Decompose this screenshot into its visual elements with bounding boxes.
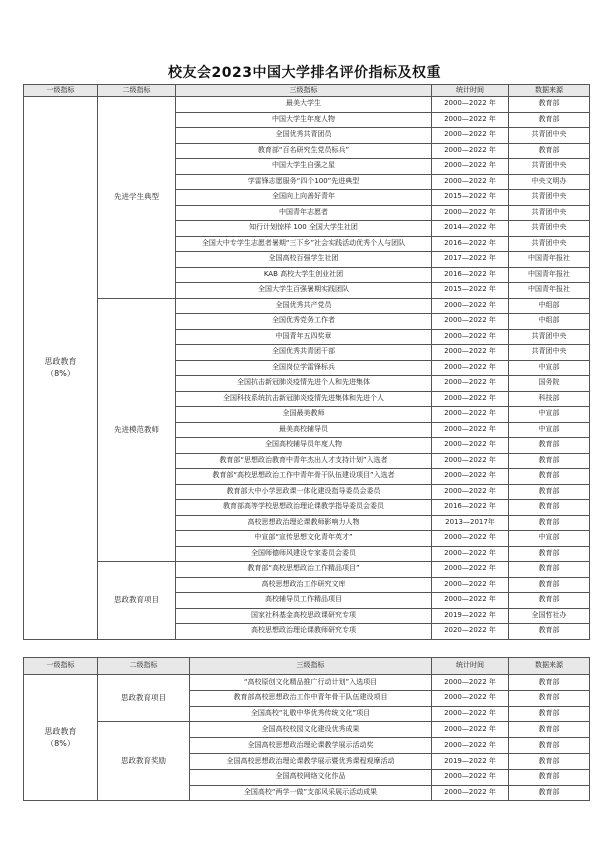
source-cell: 教育部 [509, 546, 590, 562]
period-cell: 2000—2022 年 [432, 531, 509, 547]
indicator-cell: 教育部“百名研究生党员标兵” [176, 143, 432, 159]
indicator-cell: 教育部“思想政治教育中青年杰出人才支持计划”入选者 [176, 453, 432, 469]
source-cell: 中宣部 [509, 531, 590, 547]
period-cell: 2000—2022 年 [432, 112, 509, 128]
source-cell: 共青团中央 [509, 159, 590, 175]
source-cell: 教育部 [509, 112, 590, 128]
indicator-cell: 全国高校“两学一做”支部风采展示活动成果 [190, 785, 432, 801]
source-cell: 中组部 [509, 314, 590, 330]
table-row [24, 298, 590, 314]
indicator-cell: 全国大学生百强暑期实践团队 [176, 283, 432, 299]
period-cell: 2000—2022 年 [432, 407, 509, 423]
indicator-cell: 全国优秀共产党员 [176, 298, 432, 314]
indicator-cell: 中国青年志愿者 [176, 205, 432, 221]
period-cell: 2000—2022 年 [432, 785, 509, 801]
source-cell: 教育部 [509, 453, 590, 469]
period-cell: 2000—2022 年 [432, 376, 509, 392]
indicator-cell: “高校原创文化精品推广行动计划”入选项目 [190, 675, 432, 691]
period-cell: 2017—2022 年 [432, 252, 509, 268]
indicator-cell: 高校思想政治理论课教师影响力人物 [176, 515, 432, 531]
source-cell: 教育部 [509, 593, 590, 609]
indicator-cell: 全国高校思想政治理论课教学展示暨优秀课程观摩活动 [190, 753, 432, 769]
header-period: 统计时间 [432, 658, 509, 675]
period-cell: 2013—2017年 [432, 515, 509, 531]
period-cell: 2020—2022 年 [432, 624, 509, 640]
period-cell: 2000—2022 年 [432, 298, 509, 314]
indicator-cell: 教育部“高校思想政治工作精品项目” [176, 562, 432, 578]
source-cell: 全国哲社办 [509, 608, 590, 624]
table-body [24, 97, 590, 640]
indicator-cell: 全国大中专学生志愿者暑期“三下乡”社会实践活动优秀个人与团队 [176, 236, 432, 252]
indicator-cell: 中国大学生自强之星 [176, 159, 432, 175]
period-cell: 2000—2022 年 [432, 174, 509, 190]
level2-cell: 先进模范教师 [98, 298, 176, 562]
period-cell: 2000—2022 年 [432, 438, 509, 454]
indicator-cell: 全国最美教师 [176, 407, 432, 423]
source-cell: 中央文明办 [509, 174, 590, 190]
source-cell: 教育部 [509, 722, 590, 738]
period-cell: 2000—2022 年 [432, 722, 509, 738]
indicator-cell: KAB 高校大学生创业社团 [176, 267, 432, 283]
period-cell: 2000—2022 年 [432, 345, 509, 361]
period-cell: 2000—2022 年 [432, 469, 509, 485]
indicator-cell: 中国大学生年度人物 [176, 112, 432, 128]
indicator-cell: 高校思想政治工作研究文库 [176, 577, 432, 593]
header-source: 数据来源 [509, 658, 590, 675]
source-cell: 教育部 [509, 469, 590, 485]
source-cell: 共青团中央 [509, 190, 590, 206]
source-cell: 共青团中央 [509, 236, 590, 252]
indicator-cell: 中国青年五四奖章 [176, 329, 432, 345]
period-cell: 2000—2022 年 [432, 97, 509, 113]
level1-name: 思政教育 [44, 356, 77, 366]
source-cell: 教育部 [509, 753, 590, 769]
source-cell: 教育部 [509, 143, 590, 159]
table-row [24, 722, 590, 738]
source-cell: 共青团中央 [509, 345, 590, 361]
source-cell: 教育部 [509, 438, 590, 454]
period-cell: 2000—2022 年 [432, 205, 509, 221]
indicator-cell: 全国向上向善好青年 [176, 190, 432, 206]
indicator-cell: 中宣部“宣传思想文化青年英才” [176, 531, 432, 547]
source-cell: 共青团中央 [509, 221, 590, 237]
period-cell: 2000—2022 年 [432, 314, 509, 330]
source-cell: 教育部 [509, 500, 590, 516]
period-cell: 2015—2022 年 [432, 283, 509, 299]
header-source: 数据来源 [509, 85, 590, 97]
period-cell: 2016—2022 年 [432, 500, 509, 516]
indicator-cell: 高校辅导员工作精品项目 [176, 593, 432, 609]
indicator-cell: 全国优秀党务工作者 [176, 314, 432, 330]
indicator-cell: 最美高校辅导员 [176, 422, 432, 438]
indicator-cell: 全国岗位学雷锋标兵 [176, 360, 432, 376]
period-cell: 2000—2022 年 [432, 738, 509, 754]
source-cell: 中国青年报社 [509, 252, 590, 268]
header-level1: 一级指标 [24, 658, 98, 675]
table-body [24, 675, 590, 801]
header-level3: 三级指标 [190, 658, 432, 675]
level2-cell: 思政教育奖励 [98, 722, 190, 801]
table-row [24, 675, 590, 691]
indicator-cell: 教育部高校思想政治工作中青年骨干队伍建设项目 [190, 690, 432, 706]
indicator-cell: 全国优秀共青团员 [176, 128, 432, 144]
period-cell: 2000—2022 年 [432, 453, 509, 469]
table-row [24, 562, 590, 578]
level1-weight: （8%） [46, 368, 75, 378]
period-cell: 2000—2022 年 [432, 391, 509, 407]
source-cell: 共青团中央 [509, 329, 590, 345]
period-cell: 2000—2022 年 [432, 422, 509, 438]
indicator-cell: 最美大学生 [176, 97, 432, 113]
level2-cell: 思政教育项目 [98, 562, 176, 640]
source-cell: 教育部 [509, 624, 590, 640]
indicator-cell: 全国抗击新冠肺炎疫情先进个人和先进集体 [176, 376, 432, 392]
period-cell: 2000—2022 年 [432, 690, 509, 706]
source-cell: 教育部 [509, 769, 590, 785]
period-cell: 2000—2022 年 [432, 769, 509, 785]
period-cell: 2000—2022 年 [432, 577, 509, 593]
document-title: 校友会2023中国大学排名评价指标及权重 [168, 65, 441, 81]
source-cell: 教育部 [509, 785, 590, 801]
indicator-cell: 国家社科基金高校思政课研究专项 [176, 608, 432, 624]
indicator-cell: 教育部大中小学思政课一体化建设指导委员会委员 [176, 484, 432, 500]
indicator-cell: 全国高校网络文化作品 [190, 769, 432, 785]
period-cell: 2019—2022 年 [432, 753, 509, 769]
source-cell: 教育部 [509, 484, 590, 500]
header-level1: 一级指标 [24, 85, 98, 97]
source-cell: 共青团中央 [509, 205, 590, 221]
table-header-row [24, 658, 590, 675]
indicator-cell: 全国高校“礼敬中华优秀传统文化”项目 [190, 706, 432, 722]
header-level2: 二级指标 [98, 85, 176, 97]
source-cell: 教育部 [509, 577, 590, 593]
indicator-cell: 全国高校百强学生社团 [176, 252, 432, 268]
period-cell: 2000—2022 年 [432, 562, 509, 578]
source-cell: 共青团中央 [509, 128, 590, 144]
source-cell: 中宣部 [509, 360, 590, 376]
indicator-table-main [23, 84, 590, 640]
period-cell: 2000—2022 年 [432, 159, 509, 175]
source-cell: 教育部 [509, 515, 590, 531]
period-cell: 2014—2022 年 [432, 221, 509, 237]
period-cell: 2000—2022 年 [432, 593, 509, 609]
source-cell: 中国青年报社 [509, 283, 590, 299]
source-cell: 中国青年报社 [509, 267, 590, 283]
indicator-cell: 教育部高等学校思想政治理论课教学指导委员会委员 [176, 500, 432, 516]
source-cell: 教育部 [509, 97, 590, 113]
indicator-cell: 全国高校校园文化建设优秀成果 [190, 722, 432, 738]
source-cell: 教育部 [509, 675, 590, 691]
indicator-cell: 知行计划惊样 100 全国大学生社团 [176, 221, 432, 237]
period-cell: 2000—2022 年 [432, 484, 509, 500]
period-cell: 2019—2022 年 [432, 608, 509, 624]
level1-cell [24, 675, 98, 801]
header-period: 统计时间 [432, 85, 509, 97]
period-cell: 2000—2022 年 [432, 546, 509, 562]
indicator-cell: 全国高校辅导员年度人物 [176, 438, 432, 454]
level2-cell: 思政教育项目 [98, 675, 190, 722]
level2-cell: 先进学生典型 [98, 97, 176, 299]
source-cell: 中组部 [509, 298, 590, 314]
header-level2: 二级指标 [98, 658, 190, 675]
source-cell: 教育部 [509, 562, 590, 578]
source-cell: 教育部 [509, 738, 590, 754]
source-cell: 中宣部 [509, 422, 590, 438]
indicator-cell: 全国优秀共青团干部 [176, 345, 432, 361]
level1-name: 思政教育 [44, 726, 77, 736]
period-cell: 2000—2022 年 [432, 706, 509, 722]
period-cell: 2016—2022 年 [432, 267, 509, 283]
indicator-cell: 全国高校思想政治理论课教学展示活动奖 [190, 738, 432, 754]
table-header-row [24, 85, 590, 97]
period-cell: 2000—2022 年 [432, 675, 509, 691]
source-cell: 中宣部 [509, 407, 590, 423]
period-cell: 2000—2022 年 [432, 143, 509, 159]
indicator-cell: 学雷锋志愿服务“四个100”先进典型 [176, 174, 432, 190]
source-cell: 国务院 [509, 376, 590, 392]
source-cell: 教育部 [509, 690, 590, 706]
level1-cell [24, 97, 98, 640]
table-row [24, 97, 590, 113]
period-cell: 2000—2022 年 [432, 128, 509, 144]
indicator-cell: 教育部“高校思想政治工作中青年骨干队伍建设项目”入选者 [176, 469, 432, 485]
indicator-table-continued [23, 657, 590, 801]
source-cell: 科技部 [509, 391, 590, 407]
header-level3: 三级指标 [176, 85, 432, 97]
period-cell: 2000—2022 年 [432, 329, 509, 345]
period-cell: 2015—2022 年 [432, 190, 509, 206]
indicator-cell: 全国科技系统抗击新冠肺炎疫情先进集体和先进个人 [176, 391, 432, 407]
level1-weight: （8%） [46, 738, 75, 748]
indicator-cell: 高校思想政治理论课教师研究专项 [176, 624, 432, 640]
indicator-cell: 全国师德师风建设专家委员会委员 [176, 546, 432, 562]
source-cell: 教育部 [509, 706, 590, 722]
period-cell: 2016—2022 年 [432, 236, 509, 252]
period-cell: 2000—2022 年 [432, 360, 509, 376]
